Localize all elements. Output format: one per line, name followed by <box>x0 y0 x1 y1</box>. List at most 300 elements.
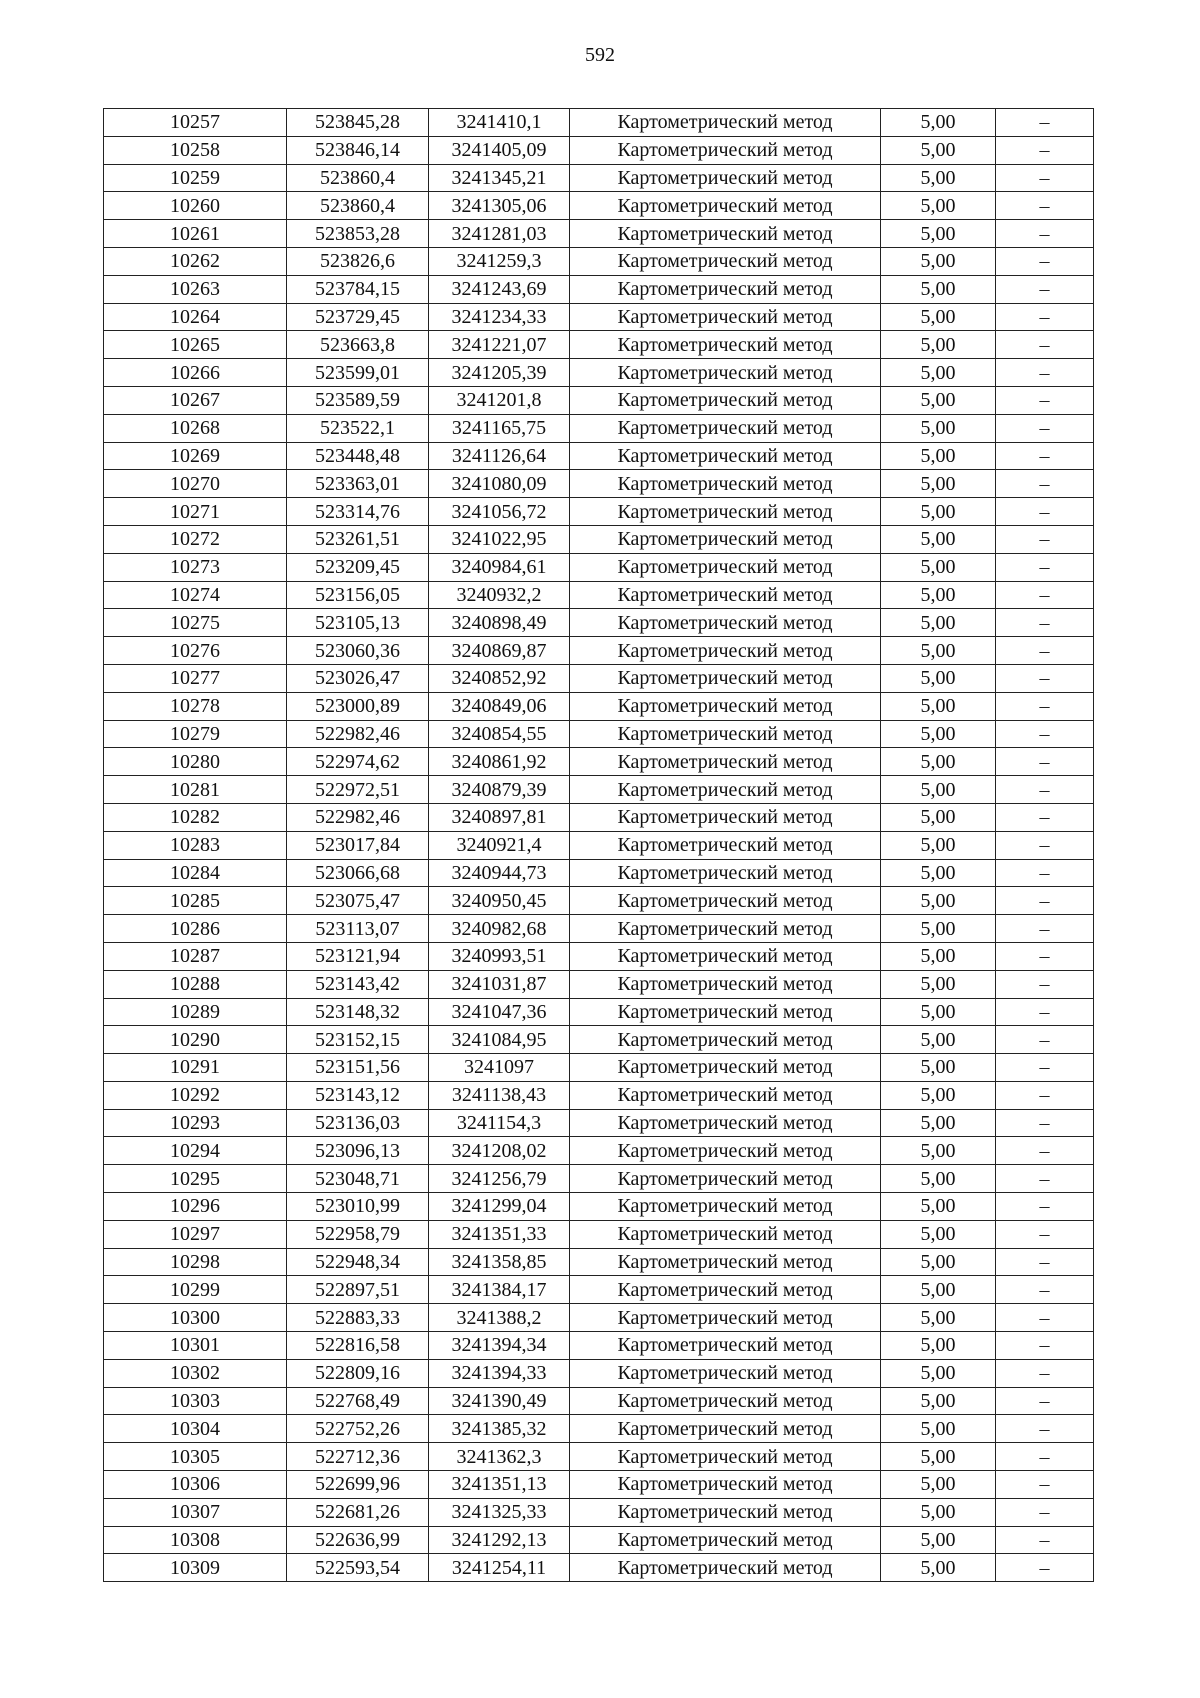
note-cell: – <box>996 1471 1094 1499</box>
y-coordinate-cell: 3241362,3 <box>429 1443 570 1471</box>
table-row <box>104 136 1094 164</box>
table-row <box>104 1498 1094 1526</box>
table-row <box>104 942 1094 970</box>
accuracy-cell: 5,00 <box>881 247 996 275</box>
y-coordinate-cell: 3241405,09 <box>429 136 570 164</box>
note-cell: – <box>996 109 1094 137</box>
x-coordinate-cell: 523599,01 <box>287 359 429 387</box>
note-cell: – <box>996 1137 1094 1165</box>
accuracy-cell: 5,00 <box>881 414 996 442</box>
method-cell: Картометрический метод <box>570 1415 881 1443</box>
point-number-cell: 10274 <box>104 581 287 609</box>
method-cell: Картометрический метод <box>570 1220 881 1248</box>
accuracy-cell: 5,00 <box>881 942 996 970</box>
table-row <box>104 331 1094 359</box>
point-number-cell: 10305 <box>104 1443 287 1471</box>
x-coordinate-cell: 522883,33 <box>287 1304 429 1332</box>
point-number-cell: 10259 <box>104 164 287 192</box>
method-cell: Картометрический метод <box>570 998 881 1026</box>
y-coordinate-cell: 3241022,95 <box>429 525 570 553</box>
x-coordinate-cell: 522982,46 <box>287 720 429 748</box>
note-cell: – <box>996 970 1094 998</box>
table-row <box>104 303 1094 331</box>
accuracy-cell: 5,00 <box>881 664 996 692</box>
point-number-cell: 10286 <box>104 915 287 943</box>
point-number-cell: 10298 <box>104 1248 287 1276</box>
table-row <box>104 803 1094 831</box>
method-cell: Картометрический метод <box>570 442 881 470</box>
point-number-cell: 10303 <box>104 1387 287 1415</box>
table-row <box>104 1415 1094 1443</box>
x-coordinate-cell: 523860,4 <box>287 192 429 220</box>
y-coordinate-cell: 3241080,09 <box>429 470 570 498</box>
point-number-cell: 10301 <box>104 1332 287 1360</box>
y-coordinate-cell: 3241243,69 <box>429 275 570 303</box>
table-row <box>104 1471 1094 1499</box>
note-cell: – <box>996 1554 1094 1582</box>
accuracy-cell: 5,00 <box>881 1109 996 1137</box>
method-cell: Картометрический метод <box>570 776 881 804</box>
point-number-cell: 10262 <box>104 247 287 275</box>
point-number-cell: 10264 <box>104 303 287 331</box>
table-row <box>104 109 1094 137</box>
table-row <box>104 692 1094 720</box>
point-number-cell: 10288 <box>104 970 287 998</box>
method-cell: Картометрический метод <box>570 192 881 220</box>
table-row <box>104 1276 1094 1304</box>
accuracy-cell: 5,00 <box>881 1443 996 1471</box>
x-coordinate-cell: 523663,8 <box>287 331 429 359</box>
table-row <box>104 581 1094 609</box>
point-number-cell: 10284 <box>104 859 287 887</box>
table-row <box>104 1332 1094 1360</box>
note-cell: – <box>996 1332 1094 1360</box>
y-coordinate-cell: 3240982,68 <box>429 915 570 943</box>
y-coordinate-cell: 3240898,49 <box>429 609 570 637</box>
y-coordinate-cell: 3240849,06 <box>429 692 570 720</box>
note-cell: – <box>996 637 1094 665</box>
x-coordinate-cell: 523017,84 <box>287 831 429 859</box>
accuracy-cell: 5,00 <box>881 581 996 609</box>
table-row <box>104 887 1094 915</box>
table-row <box>104 915 1094 943</box>
note-cell: – <box>996 164 1094 192</box>
point-number-cell: 10275 <box>104 609 287 637</box>
y-coordinate-cell: 3241292,13 <box>429 1526 570 1554</box>
note-cell: – <box>996 442 1094 470</box>
point-number-cell: 10293 <box>104 1109 287 1137</box>
accuracy-cell: 5,00 <box>881 692 996 720</box>
method-cell: Картометрический метод <box>570 1165 881 1193</box>
x-coordinate-cell: 523729,45 <box>287 303 429 331</box>
accuracy-cell: 5,00 <box>881 887 996 915</box>
y-coordinate-cell: 3240897,81 <box>429 803 570 831</box>
accuracy-cell: 5,00 <box>881 1498 996 1526</box>
method-cell: Картометрический метод <box>570 1526 881 1554</box>
table-row <box>104 553 1094 581</box>
accuracy-cell: 5,00 <box>881 164 996 192</box>
method-cell: Картометрический метод <box>570 831 881 859</box>
y-coordinate-cell: 3241201,8 <box>429 386 570 414</box>
point-number-cell: 10282 <box>104 803 287 831</box>
accuracy-cell: 5,00 <box>881 1526 996 1554</box>
x-coordinate-cell: 522712,36 <box>287 1443 429 1471</box>
accuracy-cell: 5,00 <box>881 136 996 164</box>
note-cell: – <box>996 275 1094 303</box>
table-row <box>104 192 1094 220</box>
accuracy-cell: 5,00 <box>881 303 996 331</box>
y-coordinate-cell: 3241254,11 <box>429 1554 570 1582</box>
method-cell: Картометрический метод <box>570 970 881 998</box>
y-coordinate-cell: 3241410,1 <box>429 109 570 137</box>
method-cell: Картометрический метод <box>570 859 881 887</box>
note-cell: – <box>996 692 1094 720</box>
x-coordinate-cell: 522972,51 <box>287 776 429 804</box>
point-number-cell: 10283 <box>104 831 287 859</box>
accuracy-cell: 5,00 <box>881 720 996 748</box>
y-coordinate-cell: 3241394,33 <box>429 1359 570 1387</box>
table-row <box>104 1081 1094 1109</box>
x-coordinate-cell: 523784,15 <box>287 275 429 303</box>
x-coordinate-cell: 522681,26 <box>287 1498 429 1526</box>
y-coordinate-cell: 3240879,39 <box>429 776 570 804</box>
method-cell: Картометрический метод <box>570 637 881 665</box>
accuracy-cell: 5,00 <box>881 859 996 887</box>
y-coordinate-cell: 3240944,73 <box>429 859 570 887</box>
y-coordinate-cell: 3240950,45 <box>429 887 570 915</box>
method-cell: Картометрический метод <box>570 331 881 359</box>
accuracy-cell: 5,00 <box>881 1137 996 1165</box>
x-coordinate-cell: 523075,47 <box>287 887 429 915</box>
table-row <box>104 442 1094 470</box>
method-cell: Картометрический метод <box>570 692 881 720</box>
note-cell: – <box>996 1248 1094 1276</box>
accuracy-cell: 5,00 <box>881 442 996 470</box>
point-number-cell: 10294 <box>104 1137 287 1165</box>
note-cell: – <box>996 1220 1094 1248</box>
note-cell: – <box>996 331 1094 359</box>
y-coordinate-cell: 3241221,07 <box>429 331 570 359</box>
accuracy-cell: 5,00 <box>881 637 996 665</box>
table-row <box>104 386 1094 414</box>
y-coordinate-cell: 3241154,3 <box>429 1109 570 1137</box>
x-coordinate-cell: 523151,56 <box>287 1054 429 1082</box>
x-coordinate-cell: 523826,6 <box>287 247 429 275</box>
y-coordinate-cell: 3241084,95 <box>429 1026 570 1054</box>
method-cell: Картометрический метод <box>570 887 881 915</box>
point-number-cell: 10267 <box>104 386 287 414</box>
point-number-cell: 10308 <box>104 1526 287 1554</box>
accuracy-cell: 5,00 <box>881 915 996 943</box>
table-row <box>104 831 1094 859</box>
note-cell: – <box>996 609 1094 637</box>
point-number-cell: 10292 <box>104 1081 287 1109</box>
point-number-cell: 10273 <box>104 553 287 581</box>
point-number-cell: 10268 <box>104 414 287 442</box>
y-coordinate-cell: 3241031,87 <box>429 970 570 998</box>
table-row <box>104 1220 1094 1248</box>
method-cell: Картометрический метод <box>570 1054 881 1082</box>
accuracy-cell: 5,00 <box>881 1026 996 1054</box>
note-cell: – <box>996 192 1094 220</box>
y-coordinate-cell: 3241351,33 <box>429 1220 570 1248</box>
method-cell: Картометрический метод <box>570 1193 881 1221</box>
x-coordinate-cell: 523136,03 <box>287 1109 429 1137</box>
table-row <box>104 275 1094 303</box>
x-coordinate-cell: 523000,89 <box>287 692 429 720</box>
table-row <box>104 664 1094 692</box>
accuracy-cell: 5,00 <box>881 1248 996 1276</box>
table-row <box>104 1137 1094 1165</box>
y-coordinate-cell: 3241394,34 <box>429 1332 570 1360</box>
x-coordinate-cell: 523314,76 <box>287 498 429 526</box>
y-coordinate-cell: 3241126,64 <box>429 442 570 470</box>
accuracy-cell: 5,00 <box>881 359 996 387</box>
note-cell: – <box>996 247 1094 275</box>
y-coordinate-cell: 3241259,3 <box>429 247 570 275</box>
accuracy-cell: 5,00 <box>881 331 996 359</box>
x-coordinate-cell: 523148,32 <box>287 998 429 1026</box>
accuracy-cell: 5,00 <box>881 831 996 859</box>
accuracy-cell: 5,00 <box>881 1471 996 1499</box>
method-cell: Картометрический метод <box>570 803 881 831</box>
table-row <box>104 970 1094 998</box>
table-row <box>104 247 1094 275</box>
note-cell: – <box>996 1359 1094 1387</box>
accuracy-cell: 5,00 <box>881 525 996 553</box>
point-number-cell: 10263 <box>104 275 287 303</box>
note-cell: – <box>996 859 1094 887</box>
point-number-cell: 10271 <box>104 498 287 526</box>
table-row <box>104 1387 1094 1415</box>
point-number-cell: 10257 <box>104 109 287 137</box>
y-coordinate-cell: 3241256,79 <box>429 1165 570 1193</box>
method-cell: Картометрический метод <box>570 581 881 609</box>
method-cell: Картометрический метод <box>570 220 881 248</box>
table-row <box>104 1193 1094 1221</box>
accuracy-cell: 5,00 <box>881 1193 996 1221</box>
note-cell: – <box>996 998 1094 1026</box>
note-cell: – <box>996 553 1094 581</box>
x-coordinate-cell: 522752,26 <box>287 1415 429 1443</box>
accuracy-cell: 5,00 <box>881 776 996 804</box>
point-number-cell: 10260 <box>104 192 287 220</box>
x-coordinate-cell: 522768,49 <box>287 1387 429 1415</box>
note-cell: – <box>996 1109 1094 1137</box>
table-row <box>104 1109 1094 1137</box>
x-coordinate-cell: 523096,13 <box>287 1137 429 1165</box>
y-coordinate-cell: 3240854,55 <box>429 720 570 748</box>
y-coordinate-cell: 3241281,03 <box>429 220 570 248</box>
note-cell: – <box>996 748 1094 776</box>
x-coordinate-cell: 523048,71 <box>287 1165 429 1193</box>
point-number-cell: 10278 <box>104 692 287 720</box>
accuracy-cell: 5,00 <box>881 470 996 498</box>
method-cell: Картометрический метод <box>570 1332 881 1360</box>
x-coordinate-cell: 522809,16 <box>287 1359 429 1387</box>
table-row <box>104 1026 1094 1054</box>
method-cell: Картометрический метод <box>570 1109 881 1137</box>
accuracy-cell: 5,00 <box>881 553 996 581</box>
coordinates-table <box>103 108 1094 1582</box>
x-coordinate-cell: 523143,42 <box>287 970 429 998</box>
table-row <box>104 1443 1094 1471</box>
note-cell: – <box>996 303 1094 331</box>
method-cell: Картометрический метод <box>570 1304 881 1332</box>
x-coordinate-cell: 522974,62 <box>287 748 429 776</box>
note-cell: – <box>996 776 1094 804</box>
note-cell: – <box>996 1387 1094 1415</box>
x-coordinate-cell: 522958,79 <box>287 1220 429 1248</box>
table-row <box>104 220 1094 248</box>
y-coordinate-cell: 3240869,87 <box>429 637 570 665</box>
method-cell: Картометрический метод <box>570 915 881 943</box>
x-coordinate-cell: 523209,45 <box>287 553 429 581</box>
y-coordinate-cell: 3241384,17 <box>429 1276 570 1304</box>
table-row <box>104 525 1094 553</box>
y-coordinate-cell: 3241047,36 <box>429 998 570 1026</box>
accuracy-cell: 5,00 <box>881 1054 996 1082</box>
y-coordinate-cell: 3241351,13 <box>429 1471 570 1499</box>
y-coordinate-cell: 3241305,06 <box>429 192 570 220</box>
x-coordinate-cell: 522593,54 <box>287 1554 429 1582</box>
method-cell: Картометрический метод <box>570 414 881 442</box>
point-number-cell: 10295 <box>104 1165 287 1193</box>
note-cell: – <box>996 136 1094 164</box>
point-number-cell: 10302 <box>104 1359 287 1387</box>
y-coordinate-cell: 3240984,61 <box>429 553 570 581</box>
table-row <box>104 1554 1094 1582</box>
y-coordinate-cell: 3241138,43 <box>429 1081 570 1109</box>
note-cell: – <box>996 1526 1094 1554</box>
accuracy-cell: 5,00 <box>881 275 996 303</box>
note-cell: – <box>996 1054 1094 1082</box>
note-cell: – <box>996 525 1094 553</box>
method-cell: Картометрический метод <box>570 1554 881 1582</box>
accuracy-cell: 5,00 <box>881 609 996 637</box>
method-cell: Картометрический метод <box>570 1081 881 1109</box>
x-coordinate-cell: 523448,48 <box>287 442 429 470</box>
point-number-cell: 10265 <box>104 331 287 359</box>
accuracy-cell: 5,00 <box>881 1220 996 1248</box>
note-cell: – <box>996 803 1094 831</box>
point-number-cell: 10281 <box>104 776 287 804</box>
accuracy-cell: 5,00 <box>881 1387 996 1415</box>
accuracy-cell: 5,00 <box>881 1332 996 1360</box>
table-row <box>104 1304 1094 1332</box>
point-number-cell: 10306 <box>104 1471 287 1499</box>
method-cell: Картометрический метод <box>570 1026 881 1054</box>
point-number-cell: 10272 <box>104 525 287 553</box>
accuracy-cell: 5,00 <box>881 1554 996 1582</box>
x-coordinate-cell: 522699,96 <box>287 1471 429 1499</box>
method-cell: Картометрический метод <box>570 1359 881 1387</box>
method-cell: Картометрический метод <box>570 1137 881 1165</box>
note-cell: – <box>996 414 1094 442</box>
coordinates-table-body <box>104 109 1094 1582</box>
accuracy-cell: 5,00 <box>881 970 996 998</box>
point-number-cell: 10289 <box>104 998 287 1026</box>
x-coordinate-cell: 522982,46 <box>287 803 429 831</box>
note-cell: – <box>996 664 1094 692</box>
method-cell: Картометрический метод <box>570 609 881 637</box>
method-cell: Картометрический метод <box>570 1471 881 1499</box>
table-row <box>104 859 1094 887</box>
method-cell: Картометрический метод <box>570 386 881 414</box>
x-coordinate-cell: 523261,51 <box>287 525 429 553</box>
accuracy-cell: 5,00 <box>881 803 996 831</box>
x-coordinate-cell: 523010,99 <box>287 1193 429 1221</box>
accuracy-cell: 5,00 <box>881 1081 996 1109</box>
x-coordinate-cell: 523860,4 <box>287 164 429 192</box>
point-number-cell: 10299 <box>104 1276 287 1304</box>
y-coordinate-cell: 3241388,2 <box>429 1304 570 1332</box>
note-cell: – <box>996 1026 1094 1054</box>
note-cell: – <box>996 470 1094 498</box>
method-cell: Картометрический метод <box>570 748 881 776</box>
accuracy-cell: 5,00 <box>881 1304 996 1332</box>
table-row <box>104 1165 1094 1193</box>
method-cell: Картометрический метод <box>570 942 881 970</box>
note-cell: – <box>996 1193 1094 1221</box>
accuracy-cell: 5,00 <box>881 1165 996 1193</box>
point-number-cell: 10296 <box>104 1193 287 1221</box>
x-coordinate-cell: 523589,59 <box>287 386 429 414</box>
x-coordinate-cell: 522897,51 <box>287 1276 429 1304</box>
accuracy-cell: 5,00 <box>881 748 996 776</box>
note-cell: – <box>996 720 1094 748</box>
x-coordinate-cell: 523853,28 <box>287 220 429 248</box>
table-row <box>104 1359 1094 1387</box>
y-coordinate-cell: 3240932,2 <box>429 581 570 609</box>
point-number-cell: 10309 <box>104 1554 287 1582</box>
note-cell: – <box>996 915 1094 943</box>
method-cell: Картометрический метод <box>570 1387 881 1415</box>
note-cell: – <box>996 1081 1094 1109</box>
x-coordinate-cell: 523121,94 <box>287 942 429 970</box>
table-row <box>104 1526 1094 1554</box>
y-coordinate-cell: 3241325,33 <box>429 1498 570 1526</box>
point-number-cell: 10285 <box>104 887 287 915</box>
table-row <box>104 1248 1094 1276</box>
y-coordinate-cell: 3241234,33 <box>429 303 570 331</box>
y-coordinate-cell: 3240852,92 <box>429 664 570 692</box>
y-coordinate-cell: 3241165,75 <box>429 414 570 442</box>
x-coordinate-cell: 523152,15 <box>287 1026 429 1054</box>
point-number-cell: 10277 <box>104 664 287 692</box>
table-row <box>104 637 1094 665</box>
method-cell: Картометрический метод <box>570 1248 881 1276</box>
point-number-cell: 10304 <box>104 1415 287 1443</box>
point-number-cell: 10280 <box>104 748 287 776</box>
x-coordinate-cell: 523846,14 <box>287 136 429 164</box>
note-cell: – <box>996 1443 1094 1471</box>
method-cell: Картометрический метод <box>570 359 881 387</box>
method-cell: Картометрический метод <box>570 136 881 164</box>
point-number-cell: 10258 <box>104 136 287 164</box>
accuracy-cell: 5,00 <box>881 220 996 248</box>
y-coordinate-cell: 3241097 <box>429 1054 570 1082</box>
table-row <box>104 498 1094 526</box>
note-cell: – <box>996 581 1094 609</box>
y-coordinate-cell: 3241385,32 <box>429 1415 570 1443</box>
note-cell: – <box>996 359 1094 387</box>
y-coordinate-cell: 3241299,04 <box>429 1193 570 1221</box>
table-row <box>104 998 1094 1026</box>
method-cell: Картометрический метод <box>570 553 881 581</box>
y-coordinate-cell: 3241345,21 <box>429 164 570 192</box>
x-coordinate-cell: 523156,05 <box>287 581 429 609</box>
